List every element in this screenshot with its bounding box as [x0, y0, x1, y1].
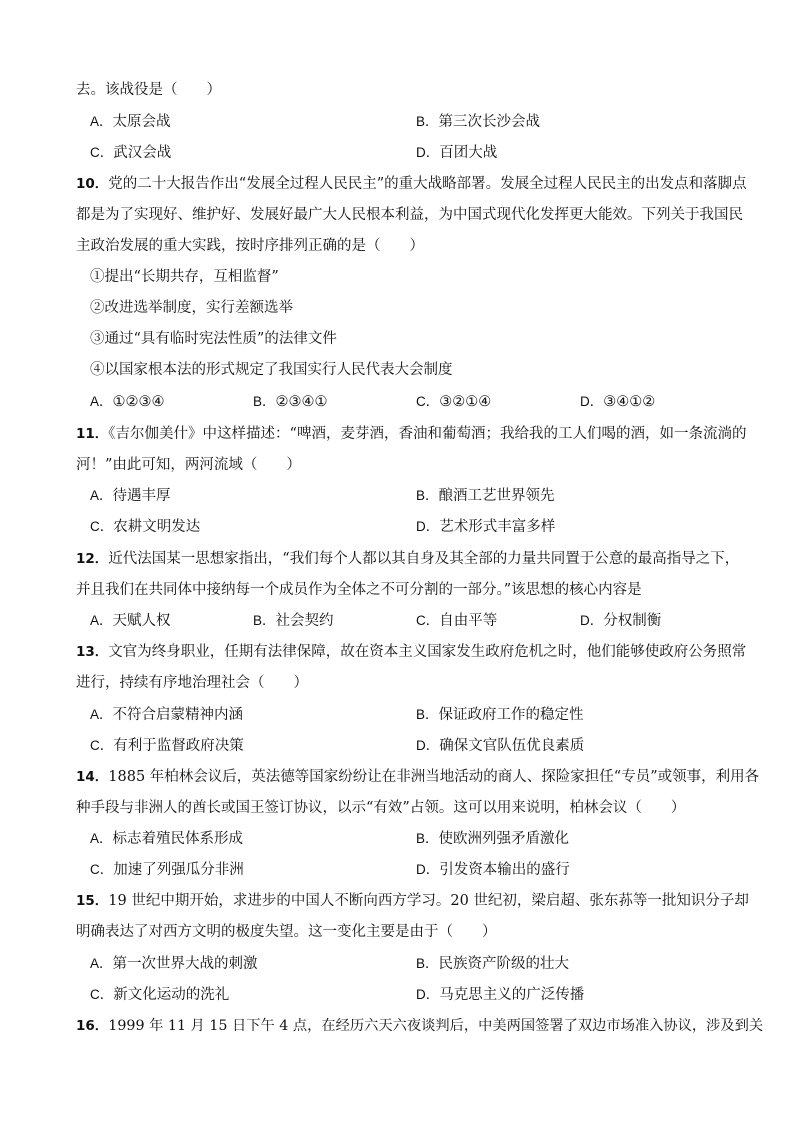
q12-number: 12． [76, 551, 109, 567]
q9-option-b: B．第三次长沙会战 [416, 114, 541, 130]
q12-option-b: B．社会契约 [253, 613, 334, 629]
q10-stem-line-2: 都是为了实现好、维护好、发展好最广大人民根本利益，为中国式现代化发挥更大能效。下列关于我国民 [76, 207, 743, 223]
q11-stem-line-1: 11．《吉尔伽美什》中这样描述：“啤酒，麦芽酒，香油和葡萄酒；我给我的工人们喝的酒，如一条流淌的 [76, 426, 747, 442]
q13-option-b: B．保证政府工作的稳定性 [416, 707, 584, 723]
q15-option-a: A．第一次世界大战的刺激 [90, 956, 258, 972]
q10-number: 10． [76, 176, 109, 192]
q12-stem-line-1: 12．近代法国某一思想家指出，“我们每个人都以其自身及其全部的力量共同置于公意的最高指导之下， [76, 551, 740, 567]
q15-stem-line-1: 15．19 世纪中期开始，求进步的中国人不断向西方学习。20 世纪初，梁启超、张东荪等一批知识分子却 [76, 893, 749, 909]
q15-option-b: B．民族资产阶级的壮大 [416, 956, 570, 972]
q13-number: 13． [76, 644, 109, 660]
q9-option-d: D．百团大战 [416, 145, 498, 161]
q13-stem-line-2: 进行，持续有序地治理社会（ ） [76, 675, 308, 691]
q14-option-d: D．引发资本输出的盛行 [416, 862, 570, 878]
q13-option-d: D．确保文官队伍优良素质 [416, 738, 585, 754]
q10-option-a: A．①②③④ [90, 394, 165, 410]
q15-option-d: D．马克思主义的广泛传播 [416, 987, 585, 1003]
q14-number: 14． [76, 769, 109, 785]
q15-number: 15． [76, 893, 109, 909]
q9-option-a: A．太原会战 [90, 114, 171, 130]
q11-option-b: B．酿酒工艺世界领先 [416, 488, 555, 504]
q13-stem-line-1: 13．文官为终身职业，任期有法律保障，故在资本主义国家发生政府危机之时，他们能够使政府公务照常 [76, 644, 747, 660]
q10-stem-line-1: 10．党的二十大报告作出“发展全过程人民民主”的重大战略部署。发展全过程人民民主的出发点和落脚点 [76, 176, 747, 192]
q9-option-c: C．武汉会战 [90, 145, 172, 161]
q12-option-d: D．分权制衡 [580, 613, 662, 629]
q11-option-c: C．农耕文明发达 [90, 519, 201, 535]
q15-stem-line-2: 明确表达了对西方文明的极度失望。这一变化主要是由于（ ） [76, 924, 497, 940]
q12-option-c: C．自由平等 [416, 613, 498, 629]
q10-item-4: ④以国家根本法的形式规定了我国实行人民代表大会制度 [90, 362, 453, 378]
q12-stem-line-2: 并且我们在共同体中接纳每一个成员作为全体之不可分割的一部分。”该思想的核心内容是 [76, 582, 642, 598]
q11-option-a: A．待遇丰厚 [90, 488, 171, 504]
q16-stem-line-1: 16．1999 年 11 月 15 日下午 4 点，在经历六天六夜谈判后，中美两国签署了双边市场准入协议，涉及到关 [76, 1018, 764, 1034]
q14-option-b: B．使欧洲列强矛盾激化 [416, 831, 570, 847]
q10-option-b: B．②③④① [253, 394, 328, 410]
q10-item-1: ①提出“长期共存，互相监督” [90, 269, 279, 285]
q14-option-c: C．加速了列强瓜分非洲 [90, 862, 244, 878]
q15-option-c: C．新文化运动的洗礼 [90, 987, 230, 1003]
q10-item-3: ③通过“具有临时宪法性质”的法律文件 [90, 331, 337, 347]
q10-option-c: C．③②①④ [416, 394, 492, 410]
q9-stem-tail: 去。该战役是（ ） [76, 82, 221, 98]
q12-option-a: A．天赋人权 [90, 613, 171, 629]
q16-number: 16． [76, 1018, 109, 1034]
q11-option-d: D．艺术形式丰富多样 [416, 519, 556, 535]
q11-number: 11． [76, 426, 109, 442]
q14-stem-line-2: 种手段与非洲人的酋长或国王签订协议，以示“有效”占领。这可以用来说明，柏林会议（ ） [76, 800, 686, 816]
q14-stem-line-1: 14．1885 年柏林会议后，英法德等国家纷纷让在非洲当地活动的商人、探险家担任“专员”或领事，利用各 [76, 769, 760, 785]
q10-option-d: D．③④①② [580, 394, 656, 410]
q10-stem-line-3: 主政治发展的重大实践，按时序排列正确的是（ ） [76, 238, 424, 254]
q13-option-a: A．不符合启蒙精神内涵 [90, 707, 244, 723]
q14-option-a: A．标志着殖民体系形成 [90, 831, 244, 847]
q10-item-2: ②改进选举制度，实行差额选举 [90, 300, 293, 316]
q13-option-c: C．有利于监督政府决策 [90, 738, 244, 754]
q11-stem-line-2: 河！”由此可知，两河流域（ ） [76, 457, 301, 473]
